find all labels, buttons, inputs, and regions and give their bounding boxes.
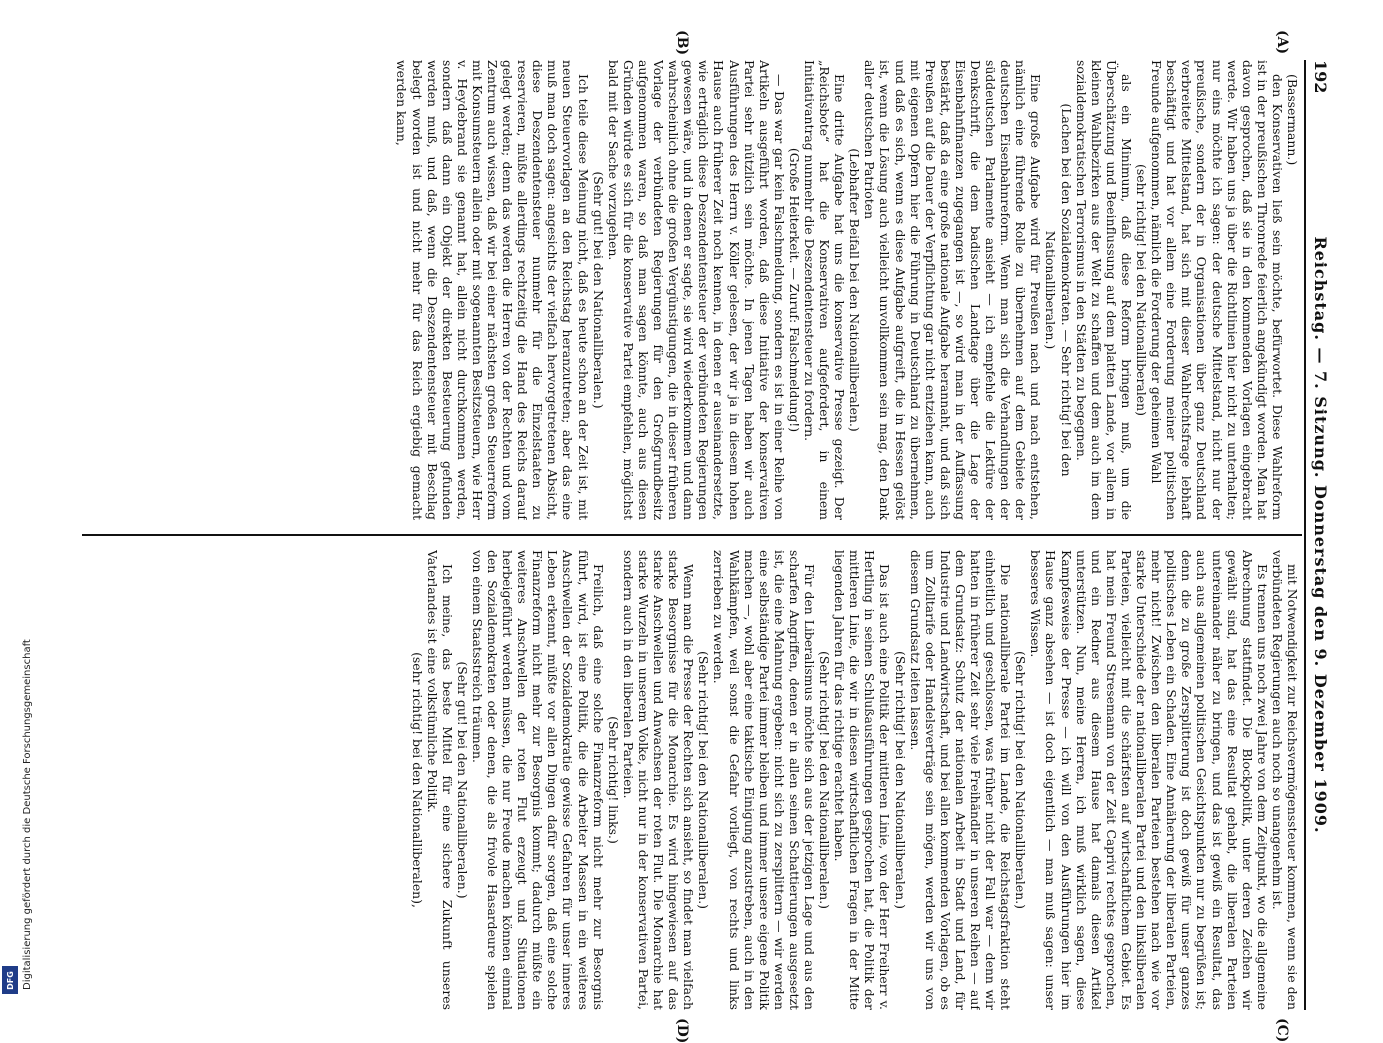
paragraph: als ein Minimum, daß diese Reform bringen muß, um die Überschätzung und Beeinflussung auf dem platten Lande, vor allem in kleinen Wahlbezirken aus der Welt zu schaffen und dem auch im dem sozialdemokratischen Terrorismus in den Städten zu begegnen. — [1073, 60, 1134, 520]
stage-direction: (Lebhafter Beifall bei den Nationalliberalen.) — [847, 148, 863, 432]
stage-direction: (Große Heiterkeit. — Zuruf: Falschmeldung!) — [786, 147, 802, 433]
paragraph: den Konservativen ließ sein möchte, befürwortet. Diese Wahlreform ist in der preußischen Thronrede feierlich angekündigt worden. Man hat davon gesprochen, daß sie in den kommenden Vorlagen eingebracht werde. Wir haben uns ja über die Richtlinien hier nicht zu unterhalten; nur eins möchte ich sagen: der deutsche Mittelstand, nicht nur der preußische, sondern der in Organisationen über ganz Deutschland verbreitete Mittelstand, hat sich mit dieser Wahlrechtsfrage lebhaft beschäftigt und hat vor allem eine Forderung meiner politischen Freunde aufgenommen, nämlich die Forderung der geheimen Wahl — [1149, 60, 1285, 520]
paragraph: — Das war gar kein Falschmeldung, sondern es ist in einer Reihe von Artikeln ausgeführt worden, daß diese Initiative der konservativen Partei sehr nützlich sein möchte. In jenen Tagen haben wir auch Ausführungen des Herrn v. Köller gelesen, der wir ja in diesem hohen Hause auch früherer Zeit noch kennen, in denen er auseinandersetzte, wie erträglich diese Deszendentensteuer der verbündeten Regierungen gewesen wäre, und in denen er sagte, sie wird wiederkommen und dann wahrscheinlich ohne die großen Vergünstigungen, die in dieser früheren Vorlage der verbündeten Regierungen für den Großgrundbesitz aufgenommen waren, so daß man sagen könnte, auch aus diesen Gründen würde es sich für die konservative Partei empfehlen, möglichst bald mit der Sache vorzugehen. — [605, 60, 787, 520]
header-rule — [1304, 60, 1306, 1010]
paragraph: Wenn man die Presse der Rechten sich ansieht, so findet man vielfach starke Besorgnisse für die Monarchie. Es wird hingewiesen auf das starke Anschwellen und Anwachsen der roten Flut. Die Monarchie hat starke Wurzeln in unserem Volke, nicht nur in der konservativen Partei, sondern auch in den liberalen Parteien. — [620, 550, 697, 1010]
paragraph: Freilich, daß eine solche Finanzreform nicht mehr zur Besorgnis führt, wird, ist eine Politik, die die Arbeiter Massen in ein weiteres Anschwellen der Sozialdemokratie gewisse Gefahren für unser inneres Leben erkennt, müßte vor allen Dingen dafür sorgen, daß eine solche Finanzreform nicht mehr zur Besorgnis kommt; dadurch müßte ein weiteres Anschwellen der roten Flut erzeugt und Situationen herbeigeführt werden müssen, die nur Freude machen können einmal den Sozialdemokraten oder denen, die als frivole Hasardeure spielen von einem Staatsstreich träumen. — [469, 550, 606, 1010]
page-header — [1306, 60, 1330, 1010]
stage-direction: (Sehr gut! bei den Nationalliberalen.) — [454, 661, 470, 899]
document-page — [75, 30, 1330, 1043]
paragraph: Ich teile diese Meinung nicht, daß es heute schon an der Zeit ist, mit neuen Steuervorlagen an den Reichstag heranzutreten; aber das eine muß man doch sagen: angesichts der vielfach hervorgetretenen Absicht, diese Deszendentensteuer nunmehr für die Einzelstaaten zu reservieren, müßte allerdings rechtzeitig die Hand des Reichs darauf gelegt werden; denn das werden die Herren von der Rechten und vom Zentrum auch wissen, daß wir bei einer nächsten großen Steuerreform mit Konsumsteuern allein oder mit sogenannten Besitzsteuern, wie Herr v. Heydebrand sie genannt hat, allein nicht durchkommen werden, sondern daß dann ein Objekt der direkten Besteuerung gefunden werden muß, und daß, wenn die Deszendentensteuer mit Beschlag belegt worden ist und nicht mehr für das Reich ergiebig gemacht werden kann, — [394, 60, 591, 520]
paragraph: Eine große Aufgabe wird für Preußen nach und nach entstehen, nämlich eine führende Rolle zu übernehmen auf dem Gebiete der deutschen Eisenbahnreform. Wenn man sich die Verhandlungen der süddeutschen Parlamente ansieht — ich empfehle die Lektüre der Denkschrift, die dem badischen Landtage über die Lage der Eisenbahnfinanzen zugegangen ist —, so wird man in der Auffassung bestärkt, daß da eine große nationale Aufgabe herannaht, und daß sich Preußen auf die Dauer der Verpflichtung gar nicht entziehen kann, auch mit eigenen Opfern hier die Führung in Deutschland zu übernehmen, und daß es sich, wenn es diese Aufgabe aufgreift, die in Hessen gelöst ist, wenn die Lösung auch vielleicht unvollkommen sein mag, den Dank aller deutschen Patrioten — [862, 60, 1044, 520]
stage-direction: (Sehr richtig! bei den Nationalliberalen.) — [892, 651, 908, 909]
paragraph: Das ist auch eine Politik der mittleren Linie, von der Herr Freiherr v. Hertling in seinen Schlußausführungen gesprochen hat, die Politik der mittleren Linie, die wir in diesen wirtschaftlichen Fragen in der Mitte liegenden Jahren für das richtige erachtet haben. — [832, 550, 893, 1010]
stage-direction: (Sehr richtig! bei den Nationalliberalen.) — [817, 651, 833, 909]
margin-mark-d: (D) — [674, 1018, 690, 1043]
funding-note — [0, 0, 33, 1000]
column-divider — [82, 534, 1302, 536]
left-column — [85, 60, 1300, 520]
stage-direction: (sehr richtig! bei den Nationalliberalen), — [409, 652, 425, 908]
paragraph: Die nationalliberale Partei im Lande, die Reichstagsfraktion steht einheitlich und geschlossen, was früher nicht der Fall war — denn wir hatten in früherer Zeit sehr viele Freihändler in unseren Reihen — auf dem Grundsatz: Schutz der nationalen Arbeit in Stadt und Land, für Industrie und Landwirtschaft, und bei allen kommenden Vorlagen, ob es um Zolltarife oder Handelsverträge sein mögen, werden wir uns von diesem Grundsatz leiten lassen. — [907, 550, 1014, 1010]
stage-direction: (Sehr richtig! links.) — [605, 716, 621, 844]
funding-note-text: Digitalisierung gefördert durch die Deutsche Forschungsgemeinschaft — [22, 639, 33, 990]
margin-mark-b: (B) — [674, 30, 690, 56]
right-column — [85, 550, 1300, 1010]
stage-direction: (Sehr gut! bei den Nationalliberalen.) — [590, 171, 606, 409]
margin-mark-a: (A) — [1274, 30, 1290, 55]
stage-direction: (Sehr richtig! bei den Nationalliberalen.) — [696, 651, 712, 909]
page-number: 192 — [1311, 60, 1330, 94]
paragraph: Für den Liberalismus möchte sich aus der jetzigen Lage und aus den scharfen Angriffen, denen er in allen seinen Schattierungen ausgesetzt ist, die eine Mahnung ergeben: nicht sich zu zersplittern — wir werden eine selbständige Partei immer bleiben und immer unsere eigene Politik machen —, wohl aber eine taktische Einigung anzustreben, auch in den Wahlkämpfen, weil sonst die Gefahr vorliegt, von rechts und links zerrieben zu werden. — [711, 550, 817, 1010]
dfg-logo: DFG — [2, 966, 18, 994]
paragraph: Es trennen uns noch zwei Jahre von dem Zeitpunkt, wo die allgemeine Abrechnung stattfindet. Die Blockpolitik, unter deren Zeichen wir gewählt sind, hat das eine Resultat gehabt, die liberalen Parteien untereinander näher zu bringen, und das ist gewiß ein Resultat, das auch aus allgemeinen politischen Gesichtspunkten nur zu begrüßen ist; denn die zu große Zersplitterung ist doch gewiß für unser ganzes politisches Leben ein Schaden. Eine Annäherung der liberalen Parteien, mehr nicht! Zwischen den liberalen Parteien bestehen nach wie vor starke Unterschiede der nationalliberalen Partei und den linksliberalen Parteien, vielleicht mit die schärfsten auf wirtschaftlichem Gebiet. Es hat mein Freund Stresemann von der Zeit Caprivi rechtes gesprochen, und ein Redner aus diesem Hause hat damals diesen Artikel unterstützen. Nun, meine Herren, ich muß wirklich sagen, diese Kampfesweise der Presse — ich will von den Ausführungen hier im Hause ganz absehen — ist doch eigentlich — man muß sagen: unser besseres Wissen. — [1028, 550, 1270, 1010]
paragraph: mit Notwendigkeit zur Reichsvermögenssteuer kommen, wenn sie den verbündeten Regierungen auch noch so unangenehm ist. — [1269, 550, 1300, 1010]
running-head: Reichstag. — 7. Sitzung. Donnerstag den 9. Dezember 1909. — [1311, 236, 1330, 834]
paragraph: Eine dritte Aufgabe hat uns die konservative Presse gezeigt. Der „Reichsbote“ hat die Konservativen aufgefordert, in einem Initiativantrag nunmehr die Deszendentensteuer zu fordern. — [802, 60, 848, 520]
margin-mark-c: (C) — [1274, 1018, 1290, 1043]
stage-direction: (Sehr richtig! bei den Nationalliberalen.) — [1013, 651, 1029, 909]
paragraph: Ich meine, das beste Mittel für eine sichere Zukunft unseres Vaterlandes ist eine volkstümliche Politik. — [424, 550, 455, 1010]
stage-direction: (Lachen bei den Sozialdemokraten. — Sehr richtig! bei den Nationalliberalen.) — [1043, 103, 1074, 477]
stage-direction: (sehr richtig! bei den Nationalliberalen) — [1134, 164, 1150, 416]
paragraph: (Bassermann.) — [1285, 74, 1300, 166]
